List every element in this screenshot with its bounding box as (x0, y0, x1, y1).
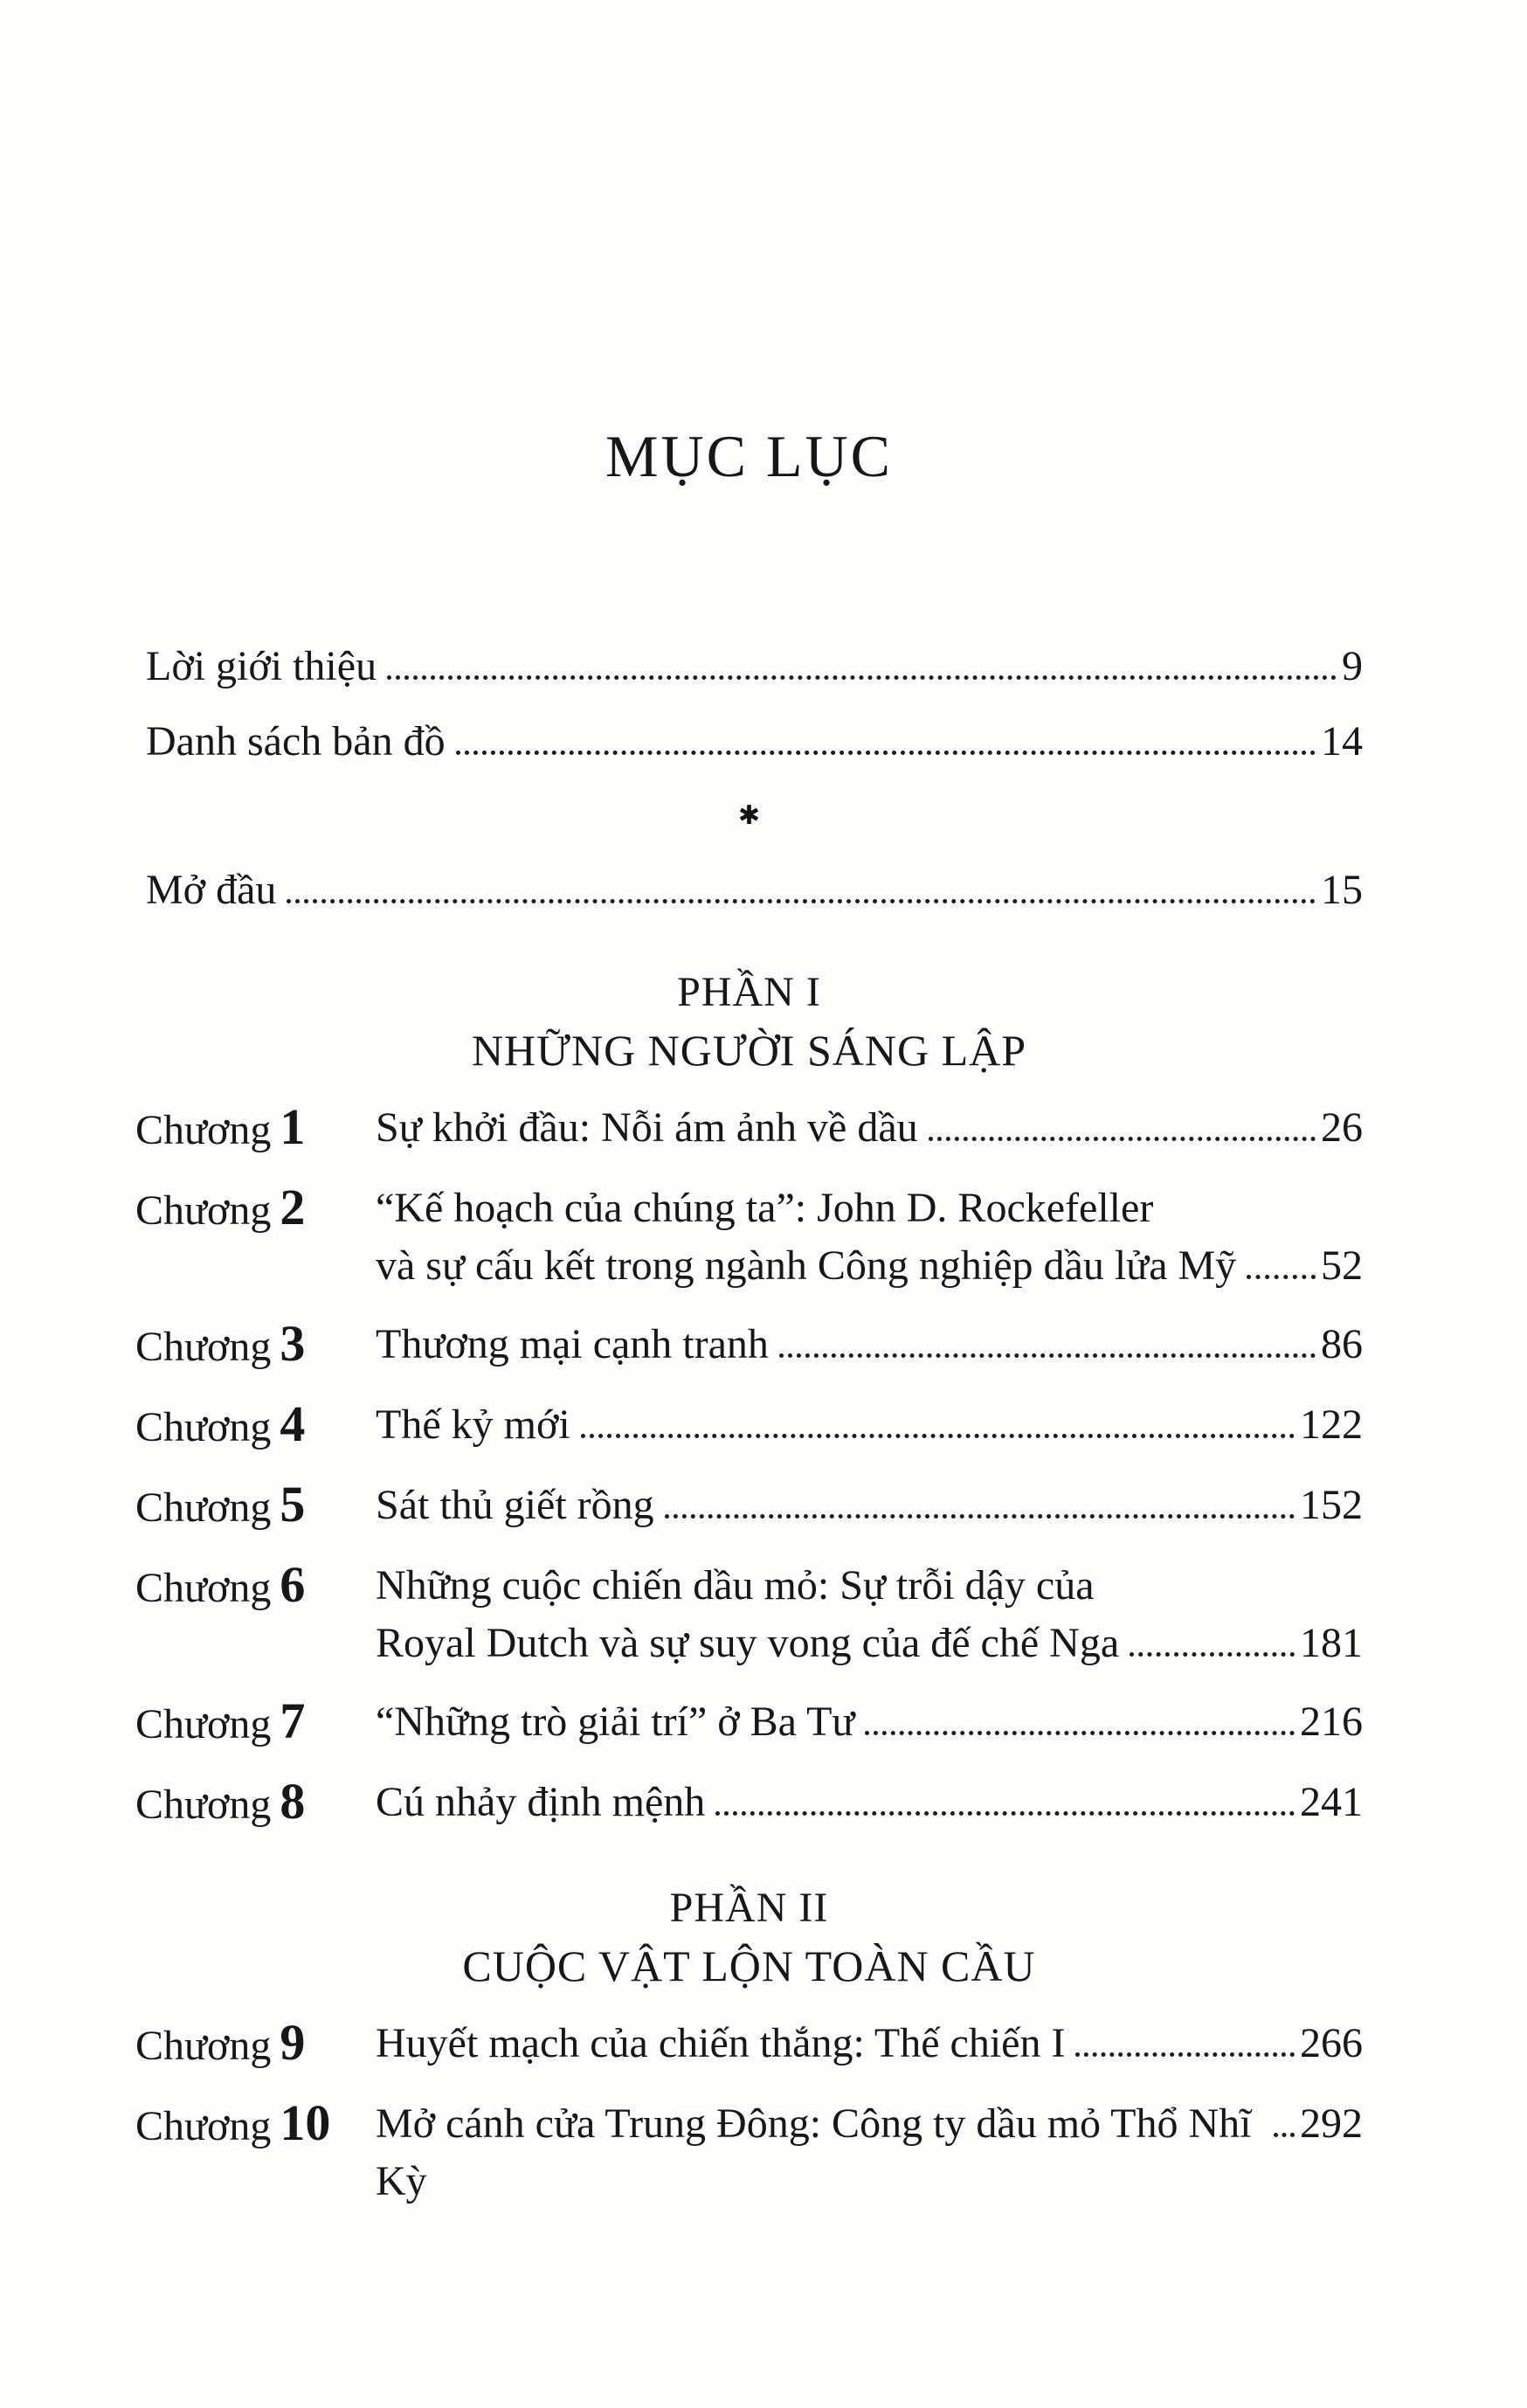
toc-entry (135, 863, 1363, 917)
chapter-number: 8 (280, 1773, 306, 1830)
toc-entry (135, 2095, 1363, 2211)
front-matter (135, 640, 1363, 917)
part-title: CUỘC VẬT LỘN TOÀN CẦU (462, 1941, 1036, 1990)
asterisk-icon: ✱ (737, 800, 761, 831)
chapter-number: 7 (280, 1692, 306, 1749)
chapter-label (135, 1180, 376, 1295)
chapter-title: Thế kỷ mới (376, 1401, 570, 1448)
dot-leader (581, 1434, 1295, 1438)
chapter-word: Chương (135, 1701, 272, 1747)
toc-entry (135, 640, 1363, 694)
page-number: 15 (1321, 867, 1363, 913)
entry-label: Danh sách bản đồ (146, 718, 446, 765)
chapter-word: Chương (135, 1187, 272, 1234)
chapter-word: Chương (135, 2023, 272, 2069)
page-number: 122 (1300, 1401, 1363, 1448)
page-number: 14 (1321, 718, 1363, 765)
dot-leader (1075, 2052, 1295, 2057)
chapter-title-block (376, 1557, 1363, 1672)
page-number: 26 (1321, 1104, 1363, 1151)
chapter-number: 5 (280, 1476, 306, 1533)
page-number: 152 (1300, 1482, 1363, 1528)
page-title: MỤC LỤC (605, 423, 893, 489)
chapter-title: Cú nhảy định mệnh (376, 1779, 706, 1825)
page-number: 86 (1321, 1321, 1363, 1367)
toc-entry (135, 1557, 1363, 1672)
toc-entry (135, 1180, 1363, 1295)
chapter-label (135, 1316, 376, 1375)
chapter-label (135, 1557, 376, 1672)
chapter-label (135, 1396, 376, 1456)
chapter-word: Chương (135, 1404, 272, 1450)
chapter-word: Chương (135, 1782, 272, 1828)
entry-label: Lời giới thiệu (146, 643, 377, 689)
dot-leader (715, 1811, 1295, 1816)
chapter-title-block (376, 1099, 1363, 1159)
chapter-title: Mở cánh cửa Trung Đông: Công ty dầu mỏ Thổ Nhĩ Kỳ (376, 2100, 1252, 2204)
chapter-title-block (376, 1316, 1363, 1375)
dot-leader (665, 1514, 1295, 1519)
page-number: 52 (1321, 1242, 1363, 1289)
part-heading (135, 1880, 1363, 1994)
dot-leader (1274, 2133, 1295, 2137)
chapter-title-block (376, 1477, 1363, 1536)
dot-leader (287, 899, 1316, 903)
toc-entry (135, 1099, 1363, 1159)
toc-entry (135, 715, 1363, 769)
toc-entry (135, 2015, 1363, 2074)
dot-leader (929, 1137, 1316, 1141)
page-number: 216 (1300, 1699, 1363, 1745)
chapter-label (135, 1477, 376, 1536)
chapter-title-line1: “Kế hoạch của chúng ta”: John D. Rockefeller (376, 1185, 1154, 1231)
dot-leader (779, 1353, 1316, 1358)
dot-leader (456, 751, 1316, 755)
chapter-word: Chương (135, 1324, 272, 1370)
chapter-number: 9 (280, 2014, 306, 2071)
chapter-word: Chương (135, 1484, 272, 1531)
toc-entry (135, 1693, 1363, 1753)
chapter-word: Chương (135, 1565, 272, 1611)
chapter-title-block (376, 2015, 1363, 2074)
chapter-list (135, 1099, 1363, 1833)
chapter-title: Thương mại cạnh tranh (376, 1321, 769, 1367)
part-title: NHỮNG NGƯỜI SÁNG LẬP (471, 1026, 1027, 1075)
chapter-title-block (376, 1693, 1363, 1753)
dot-leader (1130, 1652, 1295, 1657)
chapter-title: “Những trò giải trí” ở Ba Tư (376, 1699, 855, 1745)
toc-entry (135, 1477, 1363, 1536)
page-number: 181 (1300, 1620, 1363, 1666)
toc-entry (135, 1316, 1363, 1375)
part-heading (135, 965, 1363, 1078)
chapter-label (135, 1099, 376, 1159)
chapter-number: 6 (280, 1556, 306, 1613)
chapter-title-line2: Royal Dutch và sự suy vong của đế chế Nga (376, 1620, 1120, 1666)
dot-leader (387, 675, 1337, 680)
page-number: 241 (1300, 1779, 1363, 1825)
toc-entry (135, 1396, 1363, 1456)
chapter-label (135, 2095, 376, 2211)
page-number: 9 (1342, 643, 1363, 689)
chapter-title-block (376, 1180, 1363, 1295)
dot-leader (865, 1731, 1295, 1735)
chapter-number: 1 (280, 1098, 306, 1155)
chapter-title-block (376, 1774, 1363, 1833)
dot-leader (1247, 1275, 1316, 1279)
chapter-title: Huyết mạch của chiến thắng: Thế chiến I (376, 2020, 1066, 2066)
part-label: PHẦN II (669, 1885, 829, 1931)
entry-label: Mở đầu (146, 867, 277, 913)
chapter-title-line1: Những cuộc chiến dầu mỏ: Sự trỗi dậy của (376, 1562, 1095, 1609)
part-label: PHẦN I (677, 969, 821, 1015)
chapter-title-block (376, 2095, 1363, 2211)
chapter-list (135, 2015, 1363, 2211)
chapter-title-line2: và sự cấu kết trong ngành Công nghiệp dầu lửa Mỹ (376, 1242, 1237, 1289)
section-separator (135, 790, 1363, 842)
chapter-title-block (376, 1396, 1363, 1456)
toc-content (135, 0, 1363, 2232)
page-number: 266 (1300, 2020, 1363, 2066)
chapter-label (135, 2015, 376, 2074)
chapter-number: 3 (280, 1315, 306, 1372)
chapter-title: Sự khởi đầu: Nỗi ám ảnh về dầu (376, 1104, 918, 1151)
chapter-number: 4 (280, 1395, 306, 1452)
chapter-word: Chương (135, 2103, 272, 2149)
chapter-word: Chương (135, 1107, 272, 1153)
chapter-title: Sát thủ giết rồng (376, 1482, 654, 1528)
toc-entry (135, 1774, 1363, 1833)
page-number: 292 (1300, 2100, 1363, 2147)
chapter-number: 2 (280, 1179, 306, 1235)
chapter-number: 10 (280, 2094, 331, 2151)
chapter-label (135, 1693, 376, 1753)
chapter-label (135, 1774, 376, 1833)
